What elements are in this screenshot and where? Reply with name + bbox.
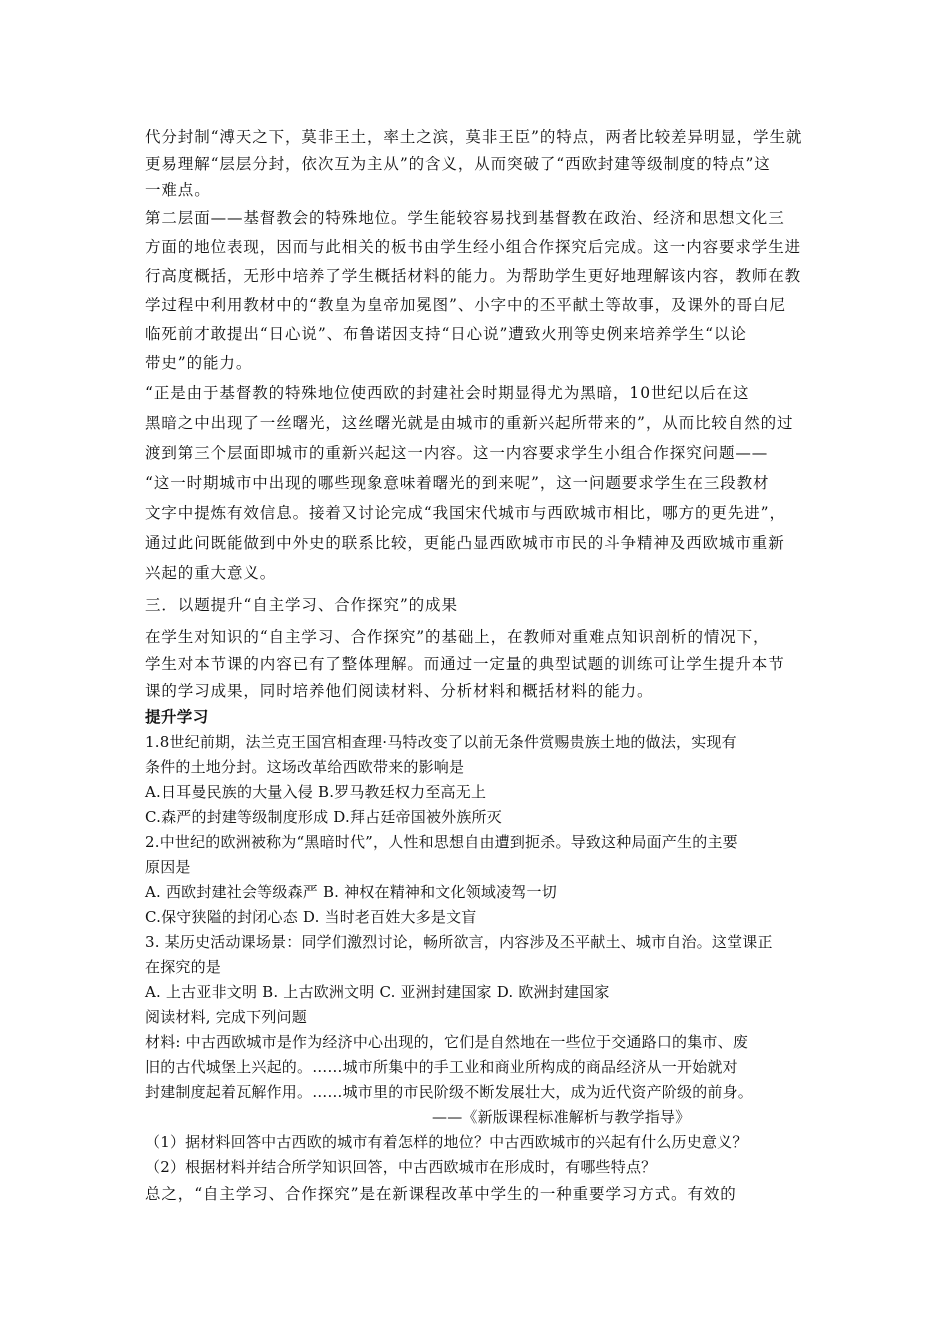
material-line: 材料: 中古西欧城市是作为经济中心出现的，它们是自然地在一些位于交通路口的集市、废	[145, 1033, 749, 1051]
conclusion-line: 总之，“自主学习、合作探究”是在新课程改革中学生的一种重要学习方式。有效的	[145, 1185, 737, 1203]
paragraph-line: 在学生对知识的“自主学习、合作探究”的基础上，在教师对重难点知识剖析的情况下，	[145, 628, 770, 646]
paragraph-line: 方面的地位表现，因而与此相关的板书由学生经小组合作探究后完成。这一内容要求学生进	[145, 238, 802, 256]
exercise-line: 原因是	[145, 858, 191, 876]
paragraph-line: 黑暗之中出现了一丝曙光，这丝曙光就是由城市的重新兴起所带来的”，从而比较自然的过	[145, 414, 794, 432]
paragraph-line: 第二层面——基督教会的特殊地位。学生能较容易找到基督教在政治、经济和思想文化三	[145, 209, 785, 227]
option-line: C.森严的封建等级制度形成 D.拜占廷帝国被外族所灭	[145, 808, 502, 826]
paragraph-line: 文字中提炼有效信息。接着又讨论完成“我国宋代城市与西欧城市相比，哪方的更先进”，	[145, 504, 786, 522]
paragraph-line: 带史”的能力。	[145, 354, 253, 372]
option-line: A. 西欧封建社会等级森严 B. 神权在精神和文化领域凌驾一切	[145, 883, 557, 901]
paragraph-line: 更易理解“层层分封，依次互为主从”的含义，从而突破了“西欧封建等级制度的特点”这	[145, 155, 771, 173]
question-line: （2）根据材料并结合所学知识回答，中古西欧城市在形成时，有哪些特点？	[145, 1158, 657, 1176]
paragraph-line: 通过此问既能做到中外史的联系比较，更能凸显西欧城市市民的斗争精神及西欧城市重新	[145, 534, 785, 552]
paragraph-line: 学生对本节课的内容已有了整体理解。而通过一定量的典型试题的训练可让学生提升本节	[145, 655, 785, 673]
exercise-line: 2.中世纪的欧洲被称为“黑暗时代”，人性和思想自由遭到扼杀。导致这种局面产生的主要	[145, 833, 738, 851]
paragraph-line: 临死前才敢提出“日心说”、布鲁诺因支持“日心说”遭致火刑等史例来培养学生“以论	[145, 325, 747, 343]
paragraph-line: 课的学习成果，同时培养他们阅读材料、分析材料和概括材料的能力。	[145, 682, 654, 700]
exercise-line: 在探究的是	[145, 958, 222, 976]
option-line: A. 上古亚非文明 B. 上古欧洲文明 C. 亚洲封建国家 D. 欧洲封建国家	[145, 983, 610, 1001]
paragraph-line: “这一时期城市中出现的哪些现象意味着曙光的到来呢”，这一问题要求学生在三段教材	[145, 474, 770, 492]
paragraph-line: 渡到第三个层面即城市的重新兴起这一内容。这一内容要求学生小组合作探究问题——	[145, 444, 769, 462]
source-citation: ——《新版课程标准解析与教学指导》	[432, 1108, 691, 1126]
paragraph-line: 兴起的重大意义。	[145, 564, 277, 582]
paragraph-line: “正是由于基督教的特殊地位使西欧的封建社会时期显得尤为黑暗，10世纪以后在这	[145, 384, 750, 402]
paragraph-line: 学过程中利用教材中的“教皇为皇帝加冕图”、小字中的丕平献土等故事，及课外的哥白尼	[145, 296, 786, 314]
section-title: 三．以题提升“自主学习、合作探究”的成果	[145, 596, 458, 614]
paragraph-line: 一难点。	[145, 181, 211, 199]
option-line: A.日耳曼民族的大量入侵 B.罗马教廷权力至高无上	[145, 783, 487, 801]
material-line: 封建制度起着瓦解作用。……城市里的市民阶级不断发展壮大，成为近代资产阶级的前身。	[145, 1083, 754, 1101]
option-line: C.保守狭隘的封闭心态 D. 当时老百姓大多是文盲	[145, 908, 477, 926]
question-line: （1）据材料回答中古西欧的城市有着怎样的地位？中古西欧城市的兴起有什么历史意义？	[145, 1133, 748, 1151]
exercise-line: 阅读材料, 完成下列问题	[145, 1008, 307, 1026]
exercise-heading: 提升学习	[145, 707, 209, 726]
material-line: 旧的古代城堡上兴起的。……城市所集中的手工业和商业所构成的商品经济从一开始就对	[145, 1058, 738, 1076]
exercise-line: 3. 某历史活动课场景：同学们激烈讨论，畅所欲言，内容涉及丕平献土、城市自治。这堂课正	[145, 933, 773, 951]
exercise-line: 条件的土地分封。这场改革给西欧带来的影响是	[145, 758, 465, 776]
paragraph-line: 行高度概括，无形中培养了学生概括材料的能力。为帮助学生更好地理解该内容，教师在教	[145, 267, 802, 285]
exercise-line: 1.8世纪前期，法兰克王国宫相查理·马特改变了以前无条件赏赐贵族土地的做法，实现有	[145, 733, 737, 751]
paragraph-line: 代分封制“溥天之下，莫非王土，率土之滨，莫非王臣”的特点，两者比较差异明显，学生就	[145, 128, 803, 146]
